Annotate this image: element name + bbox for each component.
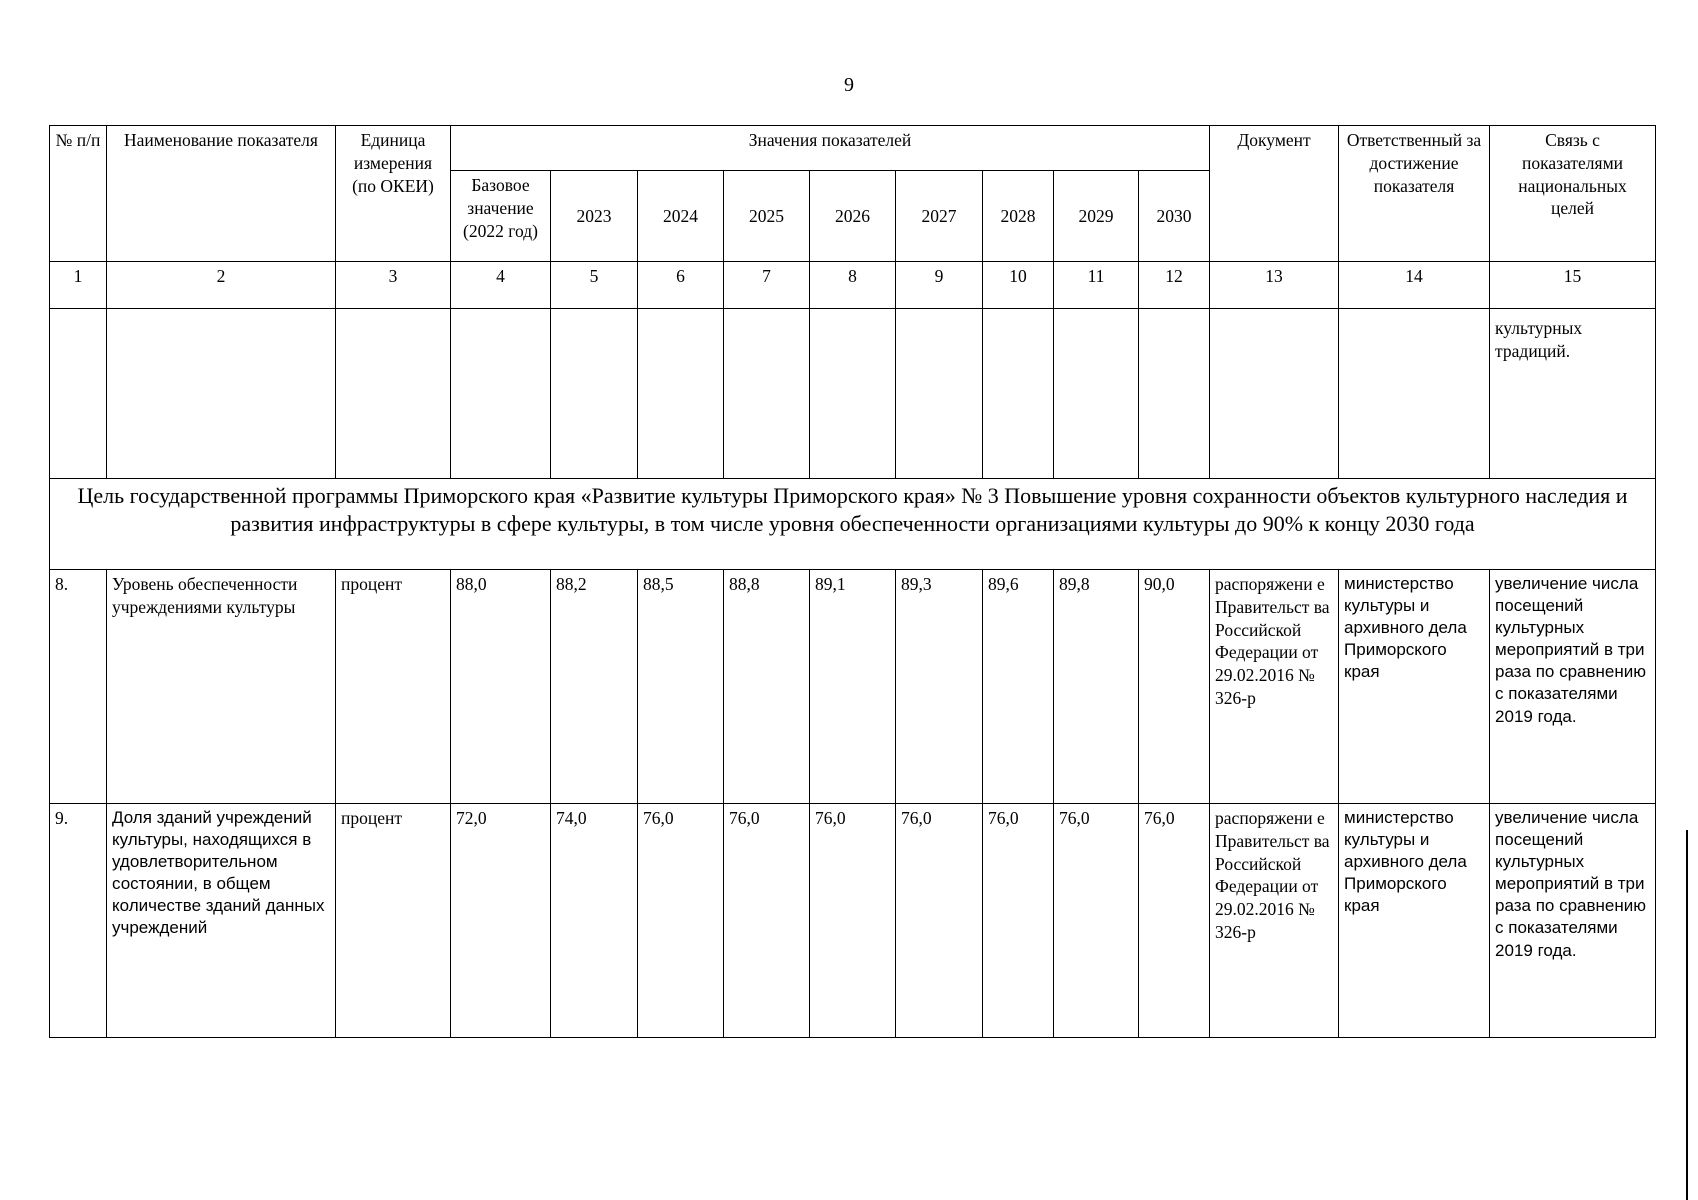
document-cell: распоряжени е Правительст ва Российской Федерации от 29.02.2016 № 326-р <box>1210 570 1339 804</box>
value-cell: 89,8 <box>1054 570 1139 804</box>
value-cell: 76,0 <box>810 804 896 1038</box>
header-link: Связь с показателями национальных целей <box>1490 126 1656 262</box>
indicator-name: Доля зданий учреждений культуры, находящихся в удовлетворительном состоянии, в общем количестве зданий данных учреждений <box>107 804 336 1038</box>
page-number: 9 <box>844 74 854 96</box>
header-year: 2023 <box>551 171 638 262</box>
value-cell: 76,0 <box>1139 804 1210 1038</box>
value-cell: 88,5 <box>638 570 724 804</box>
column-number: 10 <box>983 262 1054 309</box>
column-number: 6 <box>638 262 724 309</box>
column-number: 3 <box>336 262 451 309</box>
row-number: 9. <box>50 804 107 1038</box>
header-values: Значения показателей <box>451 126 1210 171</box>
value-cell: 89,3 <box>896 570 983 804</box>
column-number: 2 <box>107 262 336 309</box>
indicator-name: Уровень обеспеченности учреждениями культуры <box>107 570 336 804</box>
header-responsible: Ответственный за достижение показателя <box>1339 126 1490 262</box>
value-cell: 88,2 <box>551 570 638 804</box>
header-year: 2024 <box>638 171 724 262</box>
value-cell: 76,0 <box>638 804 724 1038</box>
column-numbers-row <box>50 262 1656 309</box>
indicators-table <box>49 125 1656 1038</box>
header-name: Наименование показателя <box>107 126 336 262</box>
scan-margin-line <box>1686 830 1688 1200</box>
row-number: 8. <box>50 570 107 804</box>
link-cell: увеличение числа посещений культурных мероприятий в три раза по сравнению с показателями 2019 года. <box>1490 570 1656 804</box>
value-cell: 76,0 <box>1054 804 1139 1038</box>
document-cell: распоряжени е Правительст ва Российской Федерации от 29.02.2016 № 326-р <box>1210 804 1339 1038</box>
header-year: 2028 <box>983 171 1054 262</box>
header-document: Документ <box>1210 126 1339 262</box>
table-row <box>50 570 1656 804</box>
responsible-cell: министерство культуры и архивного дела Приморского края <box>1339 804 1490 1038</box>
column-number: 8 <box>810 262 896 309</box>
value-cell: 76,0 <box>896 804 983 1038</box>
header-year: 2027 <box>896 171 983 262</box>
header-row <box>50 126 1656 171</box>
value-cell: 88,8 <box>724 570 810 804</box>
column-number: 5 <box>551 262 638 309</box>
carryover-row <box>50 309 1656 479</box>
value-cell: 89,1 <box>810 570 896 804</box>
value-cell: 90,0 <box>1139 570 1210 804</box>
table-row <box>50 804 1656 1038</box>
value-cell: 88,0 <box>451 570 551 804</box>
header-year: 2029 <box>1054 171 1139 262</box>
unit-cell: процент <box>336 570 451 804</box>
column-number: 14 <box>1339 262 1490 309</box>
column-number: 15 <box>1490 262 1656 309</box>
goal-text: Цель государственной программы Приморского края «Развитие культуры Приморского края» № 3 Повышение уровня сохранности объектов культурного наследия и развития инфраструктуры в сфере культуры, в том числе уровня обеспеченности организациями культуры до 90% к концу 2030 года <box>50 479 1656 570</box>
value-cell: 89,6 <box>983 570 1054 804</box>
header-year: 2030 <box>1139 171 1210 262</box>
link-cell: увеличение числа посещений культурных мероприятий в три раза по сравнению с показателями 2019 года. <box>1490 804 1656 1038</box>
column-number: 4 <box>451 262 551 309</box>
header-num: № п/п <box>50 126 107 262</box>
header-base-value: Базовое значение (2022 год) <box>451 171 551 262</box>
responsible-cell: министерство культуры и архивного дела Приморского края <box>1339 570 1490 804</box>
column-number: 1 <box>50 262 107 309</box>
value-cell: 76,0 <box>983 804 1054 1038</box>
column-number: 7 <box>724 262 810 309</box>
header-year: 2025 <box>724 171 810 262</box>
goal-row <box>50 479 1656 570</box>
carryover-link-cell: культурных традиций. <box>1490 309 1656 479</box>
value-cell: 74,0 <box>551 804 638 1038</box>
unit-cell: процент <box>336 804 451 1038</box>
column-number: 13 <box>1210 262 1339 309</box>
value-cell: 76,0 <box>724 804 810 1038</box>
value-cell: 72,0 <box>451 804 551 1038</box>
column-number: 12 <box>1139 262 1210 309</box>
header-unit: Единица измерения (по ОКЕИ) <box>336 126 451 262</box>
header-year: 2026 <box>810 171 896 262</box>
column-number: 9 <box>896 262 983 309</box>
column-number: 11 <box>1054 262 1139 309</box>
